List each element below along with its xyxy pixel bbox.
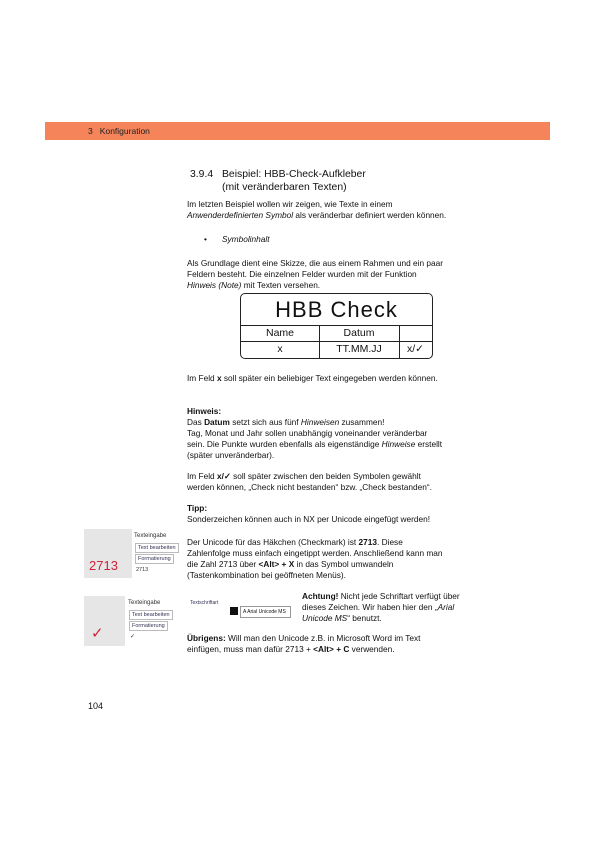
final-paragraph — [187, 633, 487, 655]
final-text: verwenden. — [349, 644, 395, 654]
context-menu-thumb-1 — [132, 529, 182, 578]
context-menu-thumb-2 — [126, 596, 178, 646]
sketch-rest: mit Texten versehen. — [241, 280, 321, 290]
thumb-big-text: 2713 — [89, 558, 118, 573]
hint-italic: Hinweise — [381, 439, 416, 449]
section-number: 3.9.4 — [190, 169, 214, 180]
unicode-line: Zahlenfolge muss einfach eingetippt werden. Anschließend kann man — [187, 548, 443, 558]
hbb-cell-date-format: TT.MM.JJ — [336, 343, 382, 355]
hint-italic: Hinweisen — [300, 417, 340, 427]
final-bold: <Alt> + C — [313, 644, 350, 654]
hbb-check-label — [240, 293, 433, 359]
intro-italic: Anwenderdefinierten Symbol — [187, 210, 294, 220]
menu-title: Texteingabe — [128, 600, 161, 606]
intro-paragraph — [187, 199, 487, 221]
symbol-text: Im Feld — [187, 471, 217, 481]
font-dropdown[interactable]: A Arial Unicode MS — [240, 606, 291, 618]
screenshot-thumb-2713 — [84, 529, 132, 578]
menu-title: Texteingabe — [134, 533, 167, 539]
bullet-text: Symbolinhalt — [222, 234, 270, 244]
screenshot-thumb-check — [84, 596, 125, 646]
thumb-check-mark: ✓ — [91, 625, 104, 642]
final-line — [187, 644, 487, 655]
intro-line: Im letzten Beispiel wollen wir zeigen, wie Texte in einem — [187, 199, 393, 209]
unicode-line: (Tastenkombination bei geöffneten Menüs). — [187, 570, 346, 580]
field-x-paragraph — [187, 373, 487, 384]
unicode-line — [187, 537, 487, 548]
menu-item-value: 2713 — [136, 567, 149, 573]
section-title — [222, 168, 366, 194]
field-x-bold: x — [216, 373, 222, 383]
tip-block — [187, 503, 487, 525]
tip-heading: Tipp: — [187, 503, 208, 513]
chapter-header-text: 3 Konfiguration — [88, 126, 150, 136]
hint-line: (später unveränderbar). — [187, 450, 275, 460]
tip-text: Sonderzeichen können auch in NX per Unicode eingefügt werden! — [187, 514, 431, 524]
symbol-bold: x/✓ — [216, 471, 231, 481]
warning-block — [302, 591, 502, 624]
field-x-pre: Im Feld — [187, 373, 217, 383]
hint-line — [187, 417, 487, 428]
warning-line — [302, 613, 502, 624]
hbb-cell-x: x — [277, 343, 283, 355]
hint-text: Das — [187, 417, 205, 427]
hint-text: erstellt — [415, 439, 443, 449]
unicode-bold: <Alt> + X — [258, 559, 295, 569]
symbol-line: werden können, „Check nicht bestanden“ bzw. „Check bestanden“. — [187, 482, 432, 492]
final-text: Will man den Unicode z.B. in Microsoft Word im Text — [225, 633, 421, 643]
unicode-line — [187, 559, 487, 570]
hbb-divider — [319, 325, 320, 358]
page-number: 104 — [88, 701, 104, 711]
menu-item-format[interactable]: Formatierung — [135, 554, 174, 564]
final-bold: Übrigens: — [187, 633, 226, 643]
menu-item-edit[interactable]: Text bearbeiten — [135, 543, 179, 553]
hint-text: zusammen! — [339, 417, 385, 427]
bullet-symbol: • — [204, 234, 207, 244]
warning-text: Nicht jede Schriftart verfügt über — [338, 591, 460, 601]
field-x-post: soll später ein beliebiger Text eingegeben werden können. — [221, 373, 438, 383]
font-color-swatch — [230, 607, 238, 615]
hbb-cell-check: x/✓ — [407, 343, 424, 355]
hint-heading: Hinweis: — [187, 406, 222, 416]
sketch-line: Feldern besteht. Die einzelnen Felder wurden mit der Funktion — [187, 269, 417, 279]
warning-bold: Achtung! — [302, 591, 339, 601]
hint-text: setzt sich aus fünf — [229, 417, 301, 427]
hint-block — [187, 406, 487, 461]
warning-line — [302, 602, 502, 613]
hbb-row-2 — [241, 341, 432, 358]
hbb-row-1 — [241, 325, 432, 342]
hbb-title: HBB Check — [275, 297, 398, 322]
sketch-italic: Hinweis (Note) — [187, 280, 242, 290]
symbol-text: soll später zwischen den beiden Symbolen gewählt — [230, 471, 421, 481]
section-title-line2: (mit veränderbaren Texten) — [222, 182, 347, 193]
symbol-line — [187, 471, 487, 482]
sketch-paragraph — [187, 258, 487, 291]
intro-line — [187, 210, 487, 221]
unicode-text: Der Unicode für das Häkchen (Checkmark) ist — [187, 537, 359, 547]
font-selector-thumb — [190, 598, 298, 620]
font-selector-label: Textschriftart — [190, 600, 219, 606]
warning-text: “ benutzt. — [347, 613, 382, 623]
warning-text: dieses Zeichen. Wir haben hier den „ — [302, 602, 438, 612]
final-line — [187, 633, 487, 644]
section-title-line1: Beispiel: HBB-Check-Aufkleber — [222, 169, 366, 180]
intro-rest: als veränderbar definiert werden können. — [293, 210, 447, 220]
sketch-line: Als Grundlage dient eine Skizze, die aus einem Rahmen und ein paar — [187, 258, 443, 268]
menu-item-edit[interactable]: Text bearbeiten — [129, 610, 173, 620]
warning-italic: Arial — [437, 602, 455, 612]
hint-text: sein. Die Punkte wurden ebenfalls als eigenständige — [187, 439, 382, 449]
warning-italic: Unicode MS — [302, 613, 348, 623]
unicode-text: die Zahl 2713 über — [187, 559, 259, 569]
final-text: einfügen, muss man dafür 2713 + — [187, 644, 314, 654]
warning-line — [302, 591, 502, 602]
hbb-divider — [399, 325, 400, 358]
hint-line — [187, 439, 487, 450]
unicode-bold: 2713 — [358, 537, 377, 547]
unicode-text: . Diese — [377, 537, 403, 547]
hint-line: Tag, Monat und Jahr sollen unabhängig voneinander veränderbar — [187, 428, 428, 438]
hbb-cell-name: Name — [265, 327, 294, 339]
sketch-line — [187, 280, 487, 291]
hint-bold: Datum — [204, 417, 230, 427]
symbol-choice-paragraph — [187, 471, 487, 493]
unicode-paragraph — [187, 537, 487, 581]
menu-item-format[interactable]: Formatierung — [129, 621, 168, 631]
menu-item-value: ✓ — [130, 634, 136, 640]
unicode-text: in das Symbol umwandeln — [294, 559, 394, 569]
hbb-cell-datum: Datum — [343, 327, 375, 339]
